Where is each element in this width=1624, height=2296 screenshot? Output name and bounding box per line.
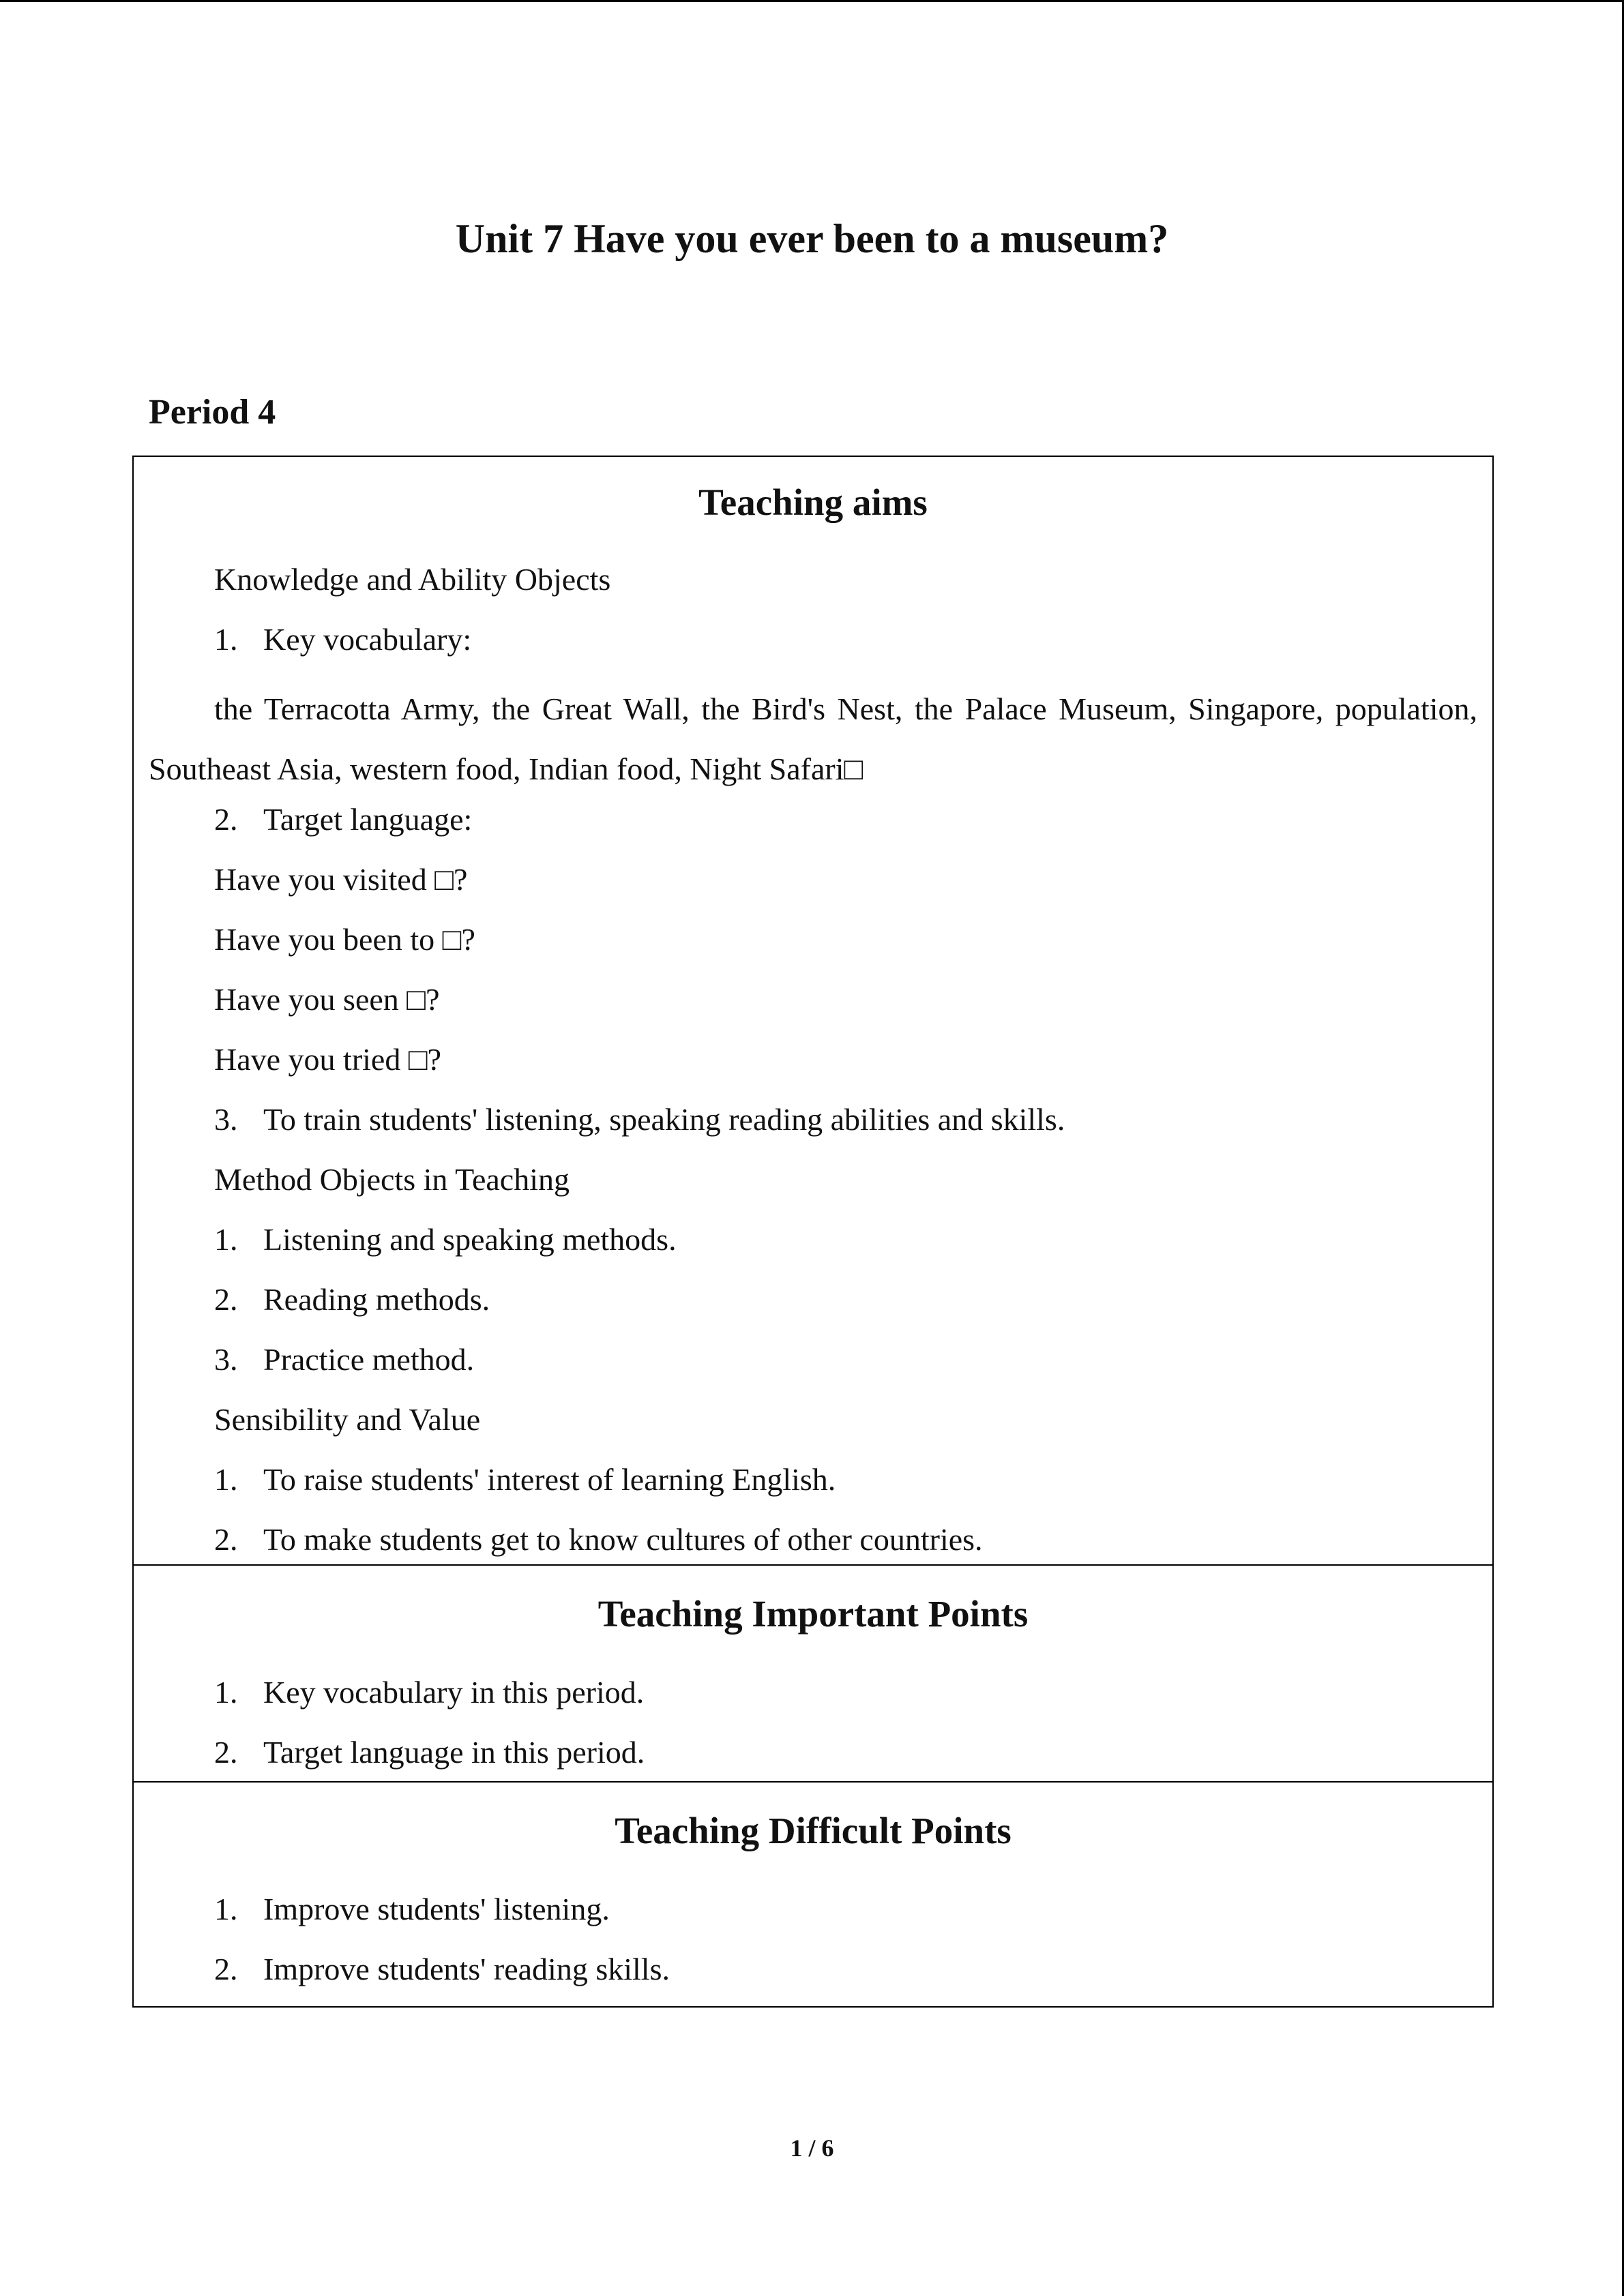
important-points-heading: Teaching Important Points xyxy=(597,1593,1029,1635)
target-sentence: Have you visited □? xyxy=(214,862,468,897)
lesson-plan-table xyxy=(132,456,1494,2008)
item-text: Reading methods. xyxy=(263,1282,490,1317)
list-item xyxy=(134,1219,1492,1279)
item-text: Improve students' listening. xyxy=(263,1892,610,1926)
target-sentence: Have you been to □? xyxy=(214,922,475,957)
list-item xyxy=(134,1279,1492,1339)
list-item xyxy=(134,1949,1492,2009)
item-number: 2. xyxy=(214,1735,238,1770)
item-number: 1. xyxy=(214,622,238,657)
item-text: To make students get to know cultures of other countries. xyxy=(263,1522,983,1557)
list-item xyxy=(134,1672,1492,1732)
item-text: Improve students' reading skills. xyxy=(263,1952,670,1986)
item-text: Target language: xyxy=(263,802,473,837)
item-text: Key vocabulary in this period. xyxy=(263,1675,645,1710)
page-number: 1 / 6 xyxy=(790,2134,834,2162)
item-number: 2. xyxy=(214,1282,238,1317)
item-text: Key vocabulary: xyxy=(263,622,472,657)
document-title: Unit 7 Have you ever been to a museum? xyxy=(455,216,1169,261)
item-number: 2. xyxy=(214,1952,238,1986)
item-text: To train students' listening, speaking reading abilities and skills. xyxy=(263,1102,1065,1137)
important-points-section xyxy=(134,1564,1492,1781)
item-number: 2. xyxy=(214,802,238,837)
item-number: 1. xyxy=(214,1675,238,1710)
difficult-points-section xyxy=(134,1781,1492,2006)
list-item xyxy=(134,1459,1492,1519)
list-item xyxy=(134,1339,1492,1399)
list-item xyxy=(134,619,1492,679)
list-item xyxy=(134,799,1492,859)
teaching-aims-heading: Teaching aims xyxy=(698,481,928,523)
item-number: 3. xyxy=(214,1102,238,1137)
knowledge-heading: Knowledge and Ability Objects xyxy=(214,562,611,597)
item-number: 1. xyxy=(214,1892,238,1926)
vocabulary-list: the Terracotta Army, the Great Wall, the Bird's Nest, the Palace Museum, Singapore, population, Southeast Asia, western food, Indian food, Night Safari□ xyxy=(149,691,1477,786)
list-item xyxy=(134,1889,1492,1949)
method-heading: Method Objects in Teaching xyxy=(214,1162,570,1197)
difficult-points-heading: Teaching Difficult Points xyxy=(615,1810,1012,1851)
target-sentence: Have you seen □? xyxy=(214,982,440,1017)
teaching-aims-section xyxy=(134,457,1492,1564)
item-number: 1. xyxy=(214,1462,238,1497)
item-text: To raise students' interest of learning English. xyxy=(263,1462,836,1497)
item-text: Practice method. xyxy=(263,1342,475,1377)
item-number: 3. xyxy=(214,1342,238,1377)
list-item xyxy=(134,1099,1492,1159)
item-number: 1. xyxy=(214,1222,238,1257)
page-top-border xyxy=(0,0,1624,2)
item-number: 2. xyxy=(214,1522,238,1557)
sensibility-heading: Sensibility and Value xyxy=(214,1402,481,1437)
target-sentence: Have you tried □? xyxy=(214,1042,442,1077)
item-text: Listening and speaking methods. xyxy=(263,1222,677,1257)
period-label: Period 4 xyxy=(149,393,276,432)
item-text: Target language in this period. xyxy=(263,1735,645,1770)
